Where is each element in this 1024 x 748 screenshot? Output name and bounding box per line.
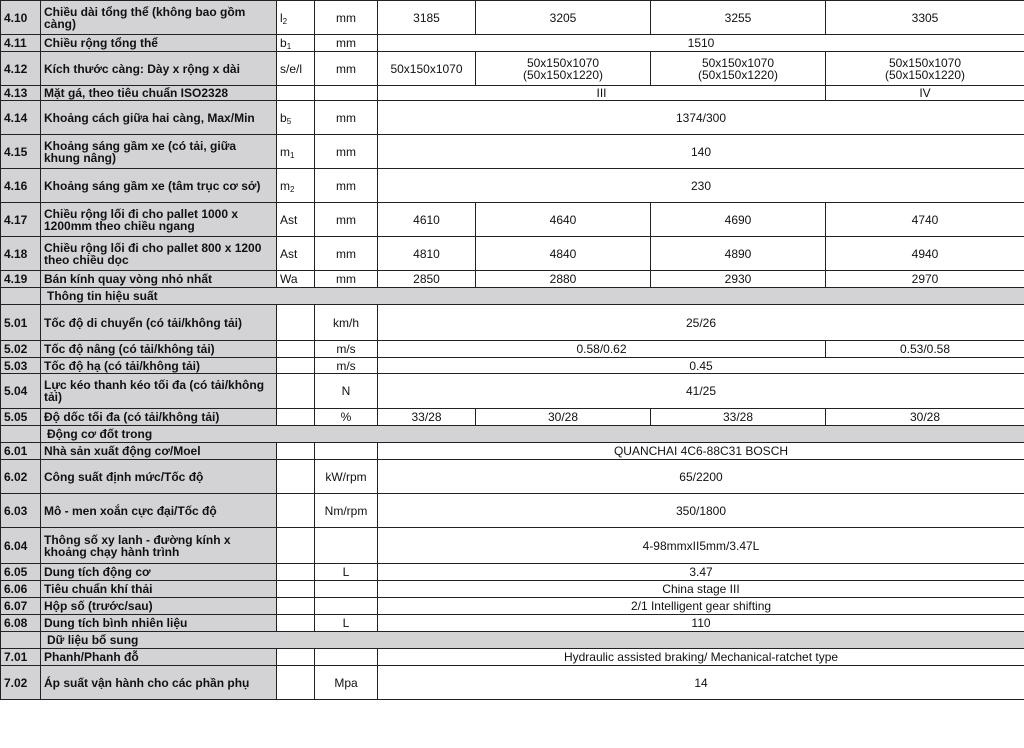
value-cell: 30/28 — [476, 409, 651, 426]
row-number: 5.04 — [1, 374, 41, 409]
value-alt-line: (50x150x1220) — [884, 67, 966, 82]
row-label: Dung tích bình nhiên liệu — [41, 615, 277, 632]
value-merged: 25/26 — [378, 305, 1024, 341]
row-label: Chiều rộng lối đi cho pallet 1000 x 1200mm theo chiều ngang — [41, 203, 277, 237]
value-cell: 2930 — [651, 271, 826, 288]
row-label: Nhà sản xuất động cơ/Moel — [41, 443, 277, 460]
value-merged: 3.47 — [378, 564, 1024, 581]
value-cell: 3205 — [476, 1, 651, 35]
row-number: 6.08 — [1, 615, 41, 632]
row-symbol — [277, 203, 315, 237]
value-cell: 33/28 — [378, 409, 476, 426]
row-label: Tốc độ hạ (có tải/không tải) — [41, 358, 277, 374]
value-merged-a: III — [378, 86, 826, 101]
row-label: Mặt gá, theo tiêu chuẩn ISO2328 — [41, 86, 277, 101]
row-unit — [315, 649, 378, 666]
row-symbol — [277, 341, 315, 358]
section-blank — [1, 426, 41, 443]
value-cell — [378, 52, 476, 86]
value-merged: 41/25 — [378, 374, 1024, 409]
row-symbol — [277, 598, 315, 615]
row-unit — [315, 86, 378, 101]
row-label: Tiêu chuẩn khí thải — [41, 581, 277, 598]
row-symbol — [277, 443, 315, 460]
value-merged: 65/2200 — [378, 460, 1024, 494]
row-unit: Nm/rpm — [315, 494, 378, 528]
row-label: Thông số xy lanh - đường kính x khoảng chạy hành trình — [41, 528, 277, 564]
row-label: Khoảng cách giữa hai càng, Max/Min — [41, 101, 277, 135]
row-number: 7.02 — [1, 666, 41, 700]
row-label: Chiều rộng lối đi cho pallet 800 x 1200 theo chiều dọc — [41, 237, 277, 271]
row-unit — [315, 581, 378, 598]
row-symbol — [277, 135, 315, 169]
symbol-text: Ast — [280, 246, 298, 261]
spec-row — [1, 135, 1024, 169]
value-cell: 4740 — [826, 203, 1024, 237]
row-number: 4.17 — [1, 203, 41, 237]
spec-row — [1, 460, 1024, 494]
row-unit: km/h — [315, 305, 378, 341]
row-symbol — [277, 358, 315, 374]
row-symbol — [277, 52, 315, 86]
symbol-subscript: 2 — [282, 16, 288, 26]
value-cell: 2850 — [378, 271, 476, 288]
value-merged: China stage III — [378, 581, 1024, 598]
value-line: 50x150x1070 — [526, 55, 600, 70]
spec-row — [1, 341, 1024, 358]
value-cell: 3255 — [651, 1, 826, 35]
row-number: 4.12 — [1, 52, 41, 86]
spec-row — [1, 581, 1024, 598]
row-label: Phanh/Phanh đỗ — [41, 649, 277, 666]
row-symbol — [277, 101, 315, 135]
spec-row — [1, 564, 1024, 581]
symbol-subscript: 1 — [286, 42, 292, 51]
row-unit: m/s — [315, 358, 378, 374]
value-line: 50x150x1070 — [701, 55, 775, 70]
row-unit: L — [315, 564, 378, 581]
row-label: Lực kéo thanh kéo tối đa (có tải/không tải) — [41, 374, 277, 409]
row-unit — [315, 598, 378, 615]
value-merged: 1374/300 — [378, 101, 1024, 135]
spec-row — [1, 494, 1024, 528]
row-symbol — [277, 409, 315, 426]
row-symbol — [277, 494, 315, 528]
section-row — [1, 426, 1024, 443]
spec-row — [1, 52, 1024, 86]
value-cell: 4810 — [378, 237, 476, 271]
row-number: 6.06 — [1, 581, 41, 598]
row-unit: Mpa — [315, 666, 378, 700]
spec-row — [1, 358, 1024, 374]
value-cell: 4690 — [651, 203, 826, 237]
value-cell: 3305 — [826, 1, 1024, 35]
value-merged: 2/1 Intelligent gear shifting — [378, 598, 1024, 615]
spec-row — [1, 666, 1024, 700]
value-cell: 2880 — [476, 271, 651, 288]
symbol-text: Ast — [280, 212, 298, 227]
value-cell — [826, 52, 1024, 86]
value-cell — [651, 52, 826, 86]
row-number: 4.15 — [1, 135, 41, 169]
row-symbol — [277, 271, 315, 288]
row-label: Mô - men xoắn cực đại/Tốc độ — [41, 494, 277, 528]
row-number: 4.13 — [1, 86, 41, 101]
row-number: 5.01 — [1, 305, 41, 341]
value-cell: 33/28 — [651, 409, 826, 426]
row-label: Hộp số (trước/sau) — [41, 598, 277, 615]
section-blank — [1, 632, 41, 649]
row-number: 7.01 — [1, 649, 41, 666]
row-symbol — [277, 564, 315, 581]
row-number: 4.19 — [1, 271, 41, 288]
value-cell: 4840 — [476, 237, 651, 271]
spec-row — [1, 615, 1024, 632]
value-cell: 4610 — [378, 203, 476, 237]
row-unit: mm — [315, 101, 378, 135]
value-cell: 4940 — [826, 237, 1024, 271]
spec-row — [1, 409, 1024, 426]
value-merged-a: 0.58/0.62 — [378, 341, 826, 358]
value-merged: 230 — [378, 169, 1024, 203]
row-number: 6.02 — [1, 460, 41, 494]
row-symbol — [277, 649, 315, 666]
value-merged: Hydraulic assisted braking/ Mechanical-ratchet type — [378, 649, 1024, 666]
row-label: Khoảng sáng gầm xe (có tải, giữa khung nâng) — [41, 135, 277, 169]
value-merged: 0.45 — [378, 358, 1024, 374]
row-symbol — [277, 86, 315, 101]
value-cell: 3185 — [378, 1, 476, 35]
row-label: Kích thước càng: Dày x rộng x dài — [41, 52, 277, 86]
value-merged: 14 — [378, 666, 1024, 700]
symbol-subscript: 2 — [290, 184, 295, 194]
value-merged-b: IV — [826, 86, 1024, 101]
row-unit: mm — [315, 35, 378, 52]
spec-row — [1, 35, 1024, 52]
row-unit: mm — [315, 169, 378, 203]
spec-row — [1, 528, 1024, 564]
row-number: 4.11 — [1, 35, 41, 52]
value-alt-line: (50x150x1220) — [697, 67, 779, 82]
value-merged: 140 — [378, 135, 1024, 169]
row-symbol — [277, 666, 315, 700]
row-symbol — [277, 460, 315, 494]
row-label: Khoảng sáng gầm xe (tâm trục cơ sở) — [41, 169, 277, 203]
row-symbol — [277, 528, 315, 564]
spec-row — [1, 305, 1024, 341]
row-symbol — [277, 35, 315, 52]
value-merged: 110 — [378, 615, 1024, 632]
row-unit: mm — [315, 1, 378, 35]
row-symbol — [277, 305, 315, 341]
value-cell: 4640 — [476, 203, 651, 237]
row-symbol — [277, 1, 315, 35]
row-unit — [315, 443, 378, 460]
value-merged-b: 0.53/0.58 — [826, 341, 1024, 358]
row-symbol — [277, 374, 315, 409]
section-title: Dữ liệu bổ sung — [41, 632, 1024, 649]
row-label: Chiều dài tổng thể (không bao gồm càng) — [41, 1, 277, 35]
row-unit: m/s — [315, 341, 378, 358]
row-number: 6.04 — [1, 528, 41, 564]
value-cell: 30/28 — [826, 409, 1024, 426]
row-unit: mm — [315, 135, 378, 169]
section-row — [1, 632, 1024, 649]
value-line: 50x150x1070 — [390, 61, 463, 76]
row-number: 6.01 — [1, 443, 41, 460]
row-unit: mm — [315, 237, 378, 271]
row-unit: N — [315, 374, 378, 409]
spec-row — [1, 598, 1024, 615]
row-number: 6.07 — [1, 598, 41, 615]
value-cell — [476, 52, 651, 86]
row-number: 4.10 — [1, 1, 41, 35]
section-blank — [1, 288, 41, 305]
spec-row — [1, 169, 1024, 203]
row-number: 4.18 — [1, 237, 41, 271]
row-number: 5.05 — [1, 409, 41, 426]
spec-row — [1, 1, 1024, 35]
spec-row — [1, 649, 1024, 666]
spec-row — [1, 374, 1024, 409]
row-symbol — [277, 237, 315, 271]
section-row — [1, 288, 1024, 305]
symbol-subscript: 1 — [290, 150, 295, 160]
value-alt-line: (50x150x1220) — [522, 67, 604, 82]
spec-row — [1, 86, 1024, 101]
symbol-text: b — [280, 36, 287, 50]
symbol-text: b — [280, 110, 287, 125]
row-number: 6.05 — [1, 564, 41, 581]
section-title: Thông tin hiệu suất — [41, 288, 1024, 305]
row-unit: kW/rpm — [315, 460, 378, 494]
symbol-text: m — [280, 178, 290, 193]
spec-row — [1, 237, 1024, 271]
symbol-text: m — [280, 144, 290, 159]
row-label: Dung tích động cơ — [41, 564, 277, 581]
row-label: Tốc độ di chuyển (có tải/không tải) — [41, 305, 277, 341]
row-label: Công suất định mức/Tốc độ — [41, 460, 277, 494]
symbol-text: l — [280, 10, 283, 25]
row-label: Độ dốc tối đa (có tải/không tải) — [41, 409, 277, 426]
section-title: Động cơ đốt trong — [41, 426, 1024, 443]
value-line: 50x150x1070 — [888, 55, 962, 70]
row-unit: mm — [315, 52, 378, 86]
row-symbol — [277, 581, 315, 598]
row-label: Áp suất vận hành cho các phần phụ — [41, 666, 277, 700]
row-unit: L — [315, 615, 378, 632]
spec-row — [1, 203, 1024, 237]
value-merged: 1510 — [378, 35, 1024, 52]
row-number: 4.14 — [1, 101, 41, 135]
row-number: 5.03 — [1, 358, 41, 374]
row-unit: mm — [315, 203, 378, 237]
value-merged: 4-98mmxII5mm/3.47L — [378, 528, 1024, 564]
row-number: 5.02 — [1, 341, 41, 358]
row-label: Chiều rộng tổng thể — [41, 35, 277, 52]
value-cell: 2970 — [826, 271, 1024, 288]
row-unit: mm — [315, 271, 378, 288]
symbol-text: Wa — [280, 272, 298, 286]
value-merged: 350/1800 — [378, 494, 1024, 528]
row-label: Bán kính quay vòng nhỏ nhất — [41, 271, 277, 288]
row-symbol — [277, 169, 315, 203]
row-symbol — [277, 615, 315, 632]
symbol-subscript: 5 — [286, 116, 292, 126]
spec-row — [1, 443, 1024, 460]
row-label: Tốc độ nâng (có tải/không tải) — [41, 341, 277, 358]
row-unit — [315, 528, 378, 564]
row-number: 4.16 — [1, 169, 41, 203]
value-cell: 4890 — [651, 237, 826, 271]
value-merged: QUANCHAI 4C6-88C31 BOSCH — [378, 443, 1024, 460]
row-number: 6.03 — [1, 494, 41, 528]
spec-row — [1, 271, 1024, 288]
spec-row — [1, 101, 1024, 135]
symbol-text: s/e/l — [280, 61, 303, 76]
row-unit: % — [315, 409, 378, 426]
